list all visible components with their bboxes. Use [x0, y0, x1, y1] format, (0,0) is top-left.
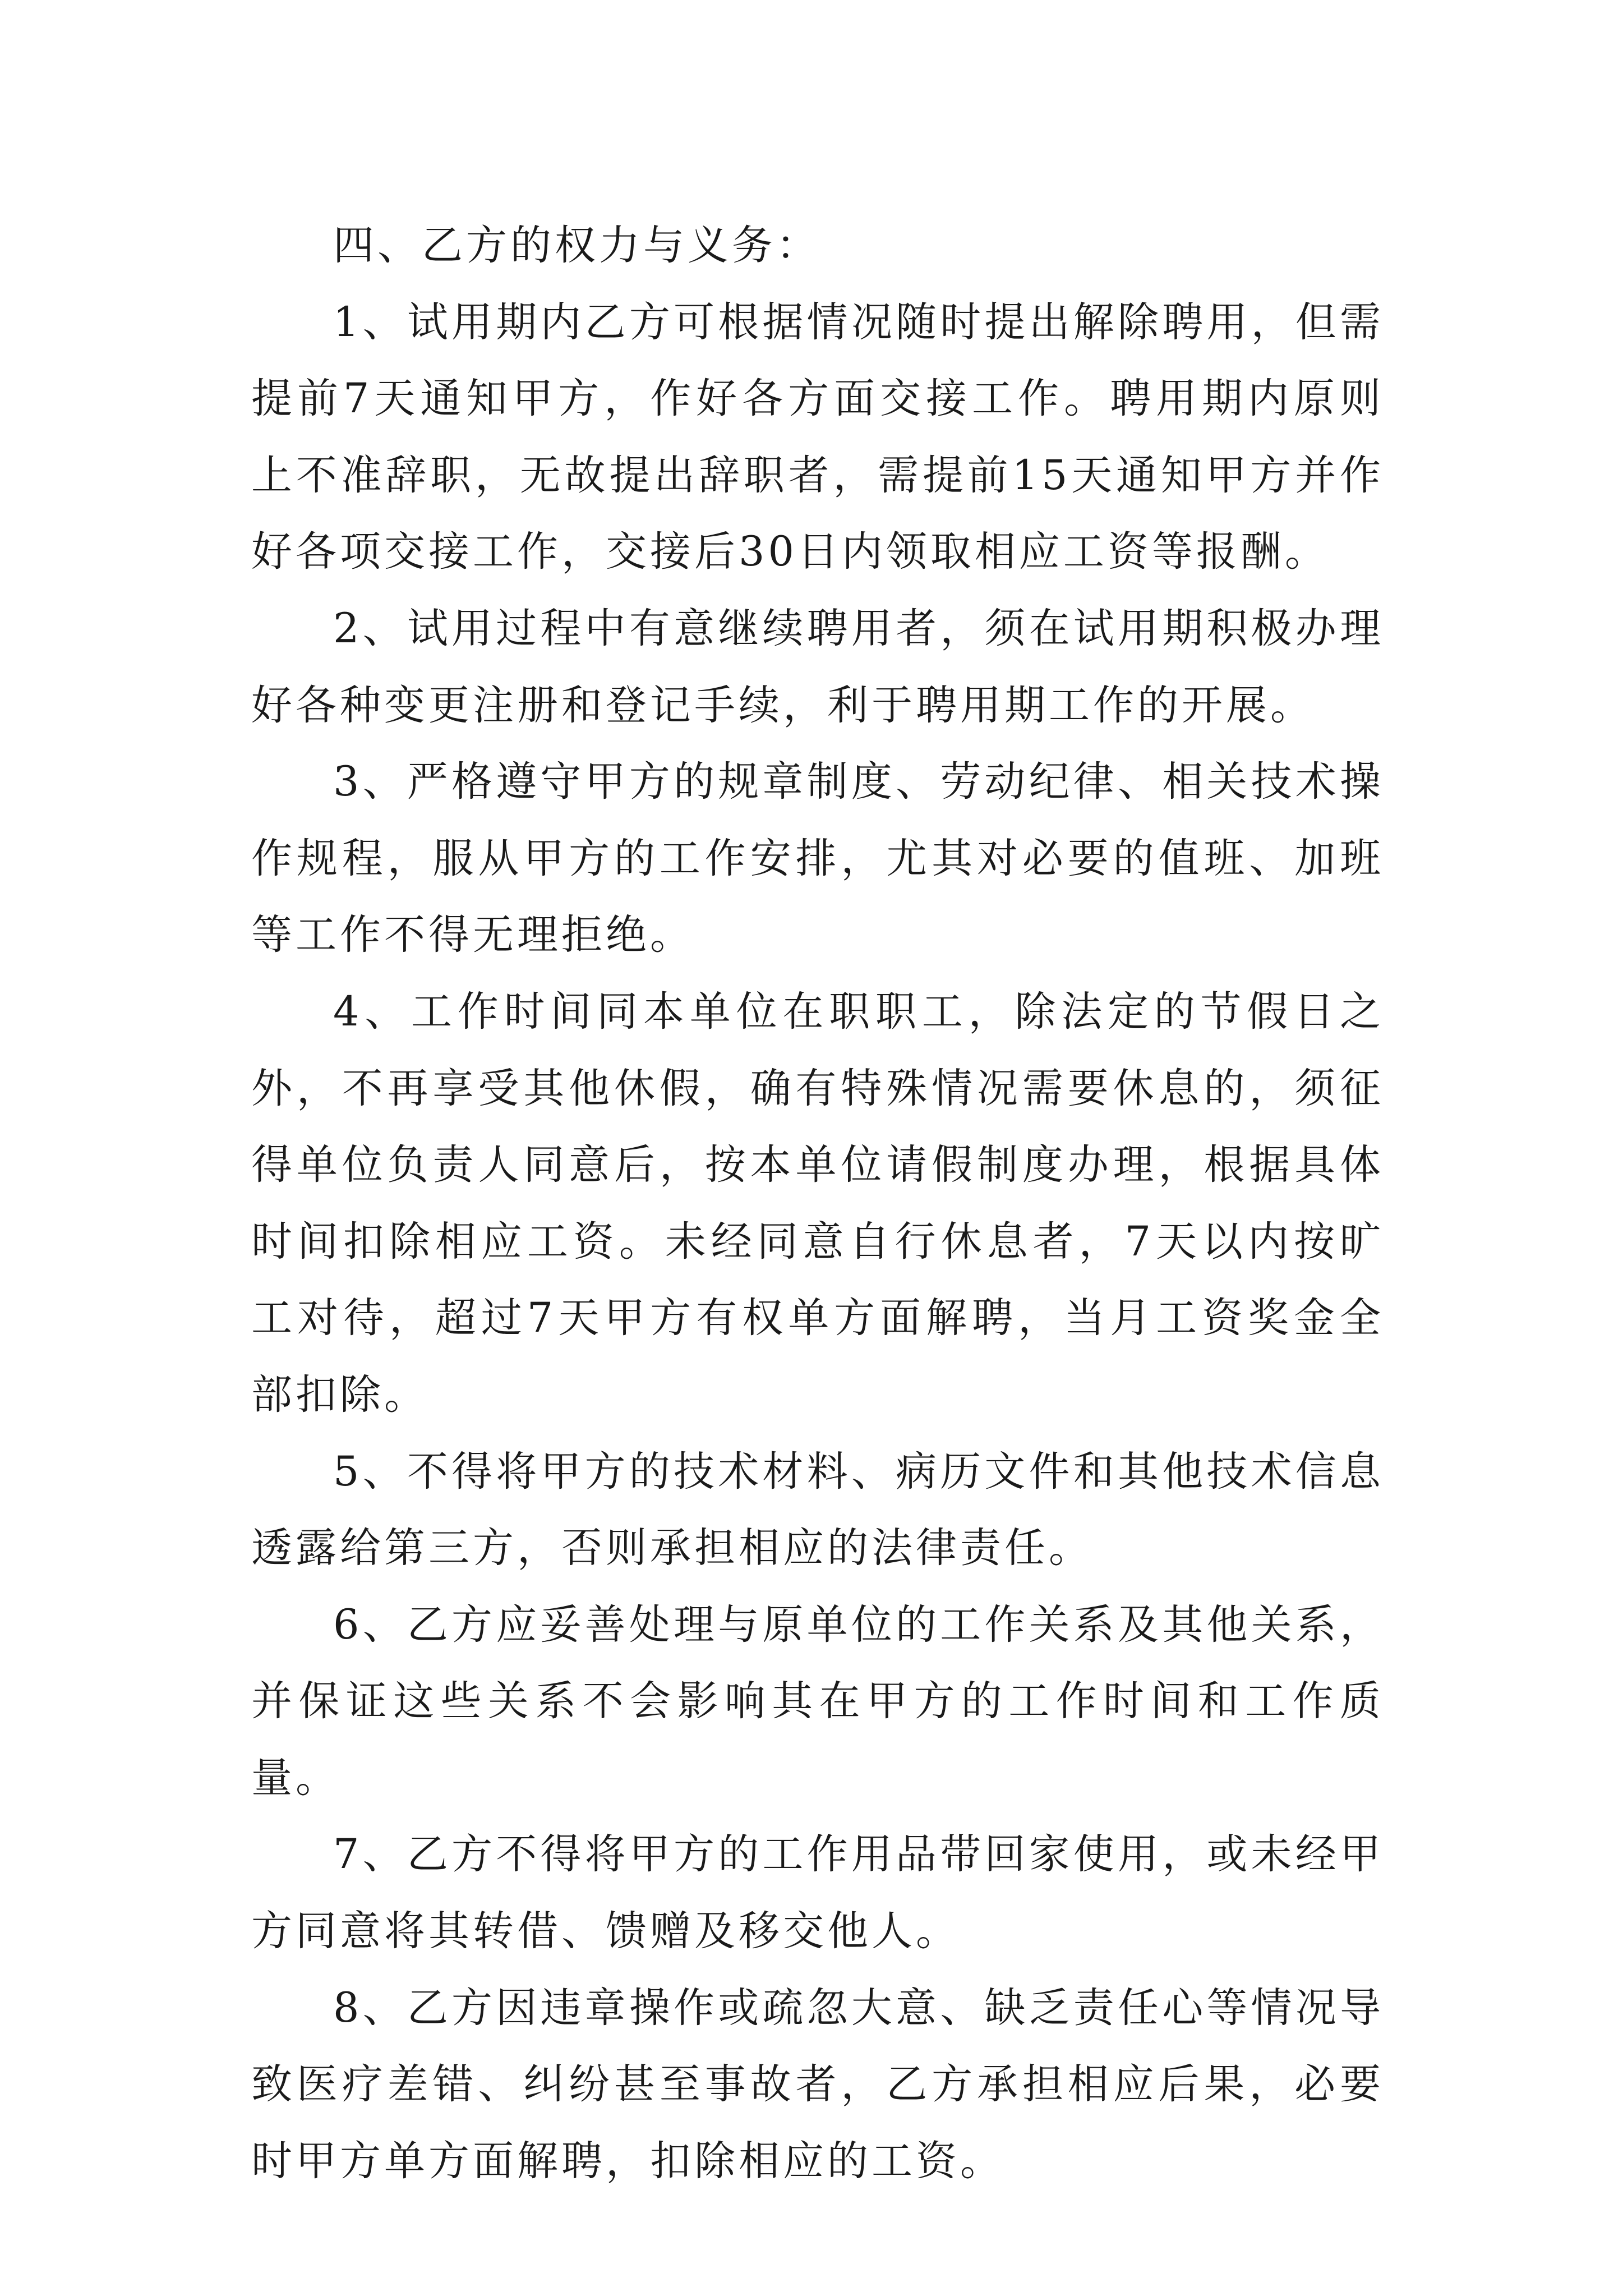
clause-7: 7、乙方不得将甲方的工作用品带回家使用，或未经甲方同意将其转借、馈赠及移交他人。 — [251, 1830, 1384, 1955]
clause-6: 6、乙方应妥善处理与原单位的工作关系及其他关系，并保证这些关系不会影响其在甲方的工作时间和工作质量。 — [251, 1600, 1384, 1802]
clause-2: 2、试用过程中有意继续聘用者，须在试用期积极办理好各种变更注册和登记手续，利于聘用期工作的开展。 — [251, 604, 1384, 729]
clause-1: 1、试用期内乙方可根据情况随时提出解除聘用，但需提前7天通知甲方，作好各方面交接工作。聘用期内原则上不准辞职，无故提出辞职者，需提前15天通知甲方并作好各项交接工作，交接后30日内领取相应工资等报酬。 — [251, 298, 1384, 576]
section-heading: 四、乙方的权力与义务： — [333, 222, 820, 269]
clause-5: 5、不得将甲方的技术材料、病历文件和其他技术信息透露给第三方，否则承担相应的法律责任。 — [251, 1447, 1384, 1572]
clause-3: 3、严格遵守甲方的规章制度、劳动纪律、相关技术操作规程，服从甲方的工作安排，尤其对必要的值班、加班等工作不得无理拒绝。 — [251, 758, 1384, 959]
document-body — [251, 208, 1384, 2200]
clause-8: 8、乙方因违章操作或疏忽大意、缺乏责任心等情况导致医疗差错、纠纷甚至事故者，乙方承担相应后果，必要时甲方单方面解聘，扣除相应的工资。 — [251, 1984, 1384, 2185]
clause-4: 4、工作时间同本单位在职职工，除法定的节假日之外，不再享受其他休假，确有特殊情况需要休息的，须征得单位负责人同意后，按本单位请假制度办理，根据具体时间扣除相应工资。未经同意自行休息者，7天以内按旷工对待，超过7天甲方有权单方面解聘，当月工资奖金全部扣除。 — [251, 987, 1384, 1419]
